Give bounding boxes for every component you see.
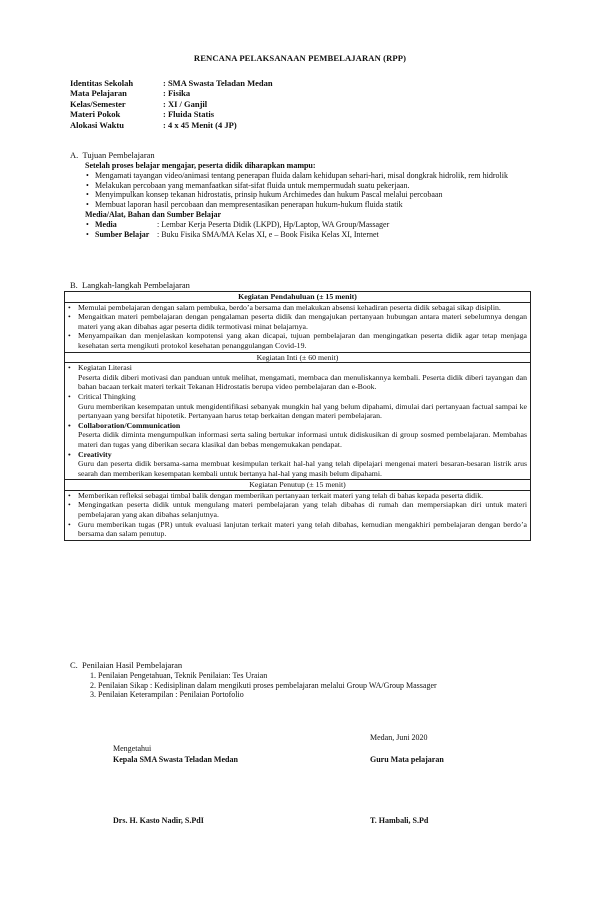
section-label: C. [70,660,78,670]
table-row [65,480,531,491]
section-a-heading [70,150,155,160]
assessment-section [70,661,437,700]
table-row [65,292,531,303]
media-key: • Media [95,219,117,229]
document-title: RENCANA PELAKSANAAN PEMBELAJARAN (RPP) [193,53,407,63]
table-row [65,363,531,480]
identity-key: Kelas/Semester [70,98,126,109]
media-value: : Lembar Kerja Peserta Didik (LKPD), Hp/Laptop, WA Group/Massager [157,219,390,229]
list-item: • Memulai pembelajaran dengan salam pembuka, berdo’a bersama dan melakukan absensi kehadiran peserta didik sebagai sikap disiplin. [68,303,527,313]
assessment-list [70,671,437,700]
inti-text: Guru memberikan kesempatan untuk mengidentifikasi sebanyak mungkin hal yang belum dipahami, dimulai dari pertanyaan factual sampai ke pertanyaan yang bersifat hipotetik. Pertanyaan harus tetap berkaitan dengan materi pembelajaran. [78,401,527,421]
section-title: Penilaian Hasil Pembelajaran [82,660,183,670]
table-row [65,352,531,363]
list-item: • Mengaitkan materi pembelajaran dengan pengalaman peserta didik dan mengajukan pertanyaan hubungan antara materi sebelumnya dengan materi yang akan dibahas agar peserta didik termotivasi minat belajarnya. [68,312,527,331]
identity-row [70,99,273,109]
list-item: • Membuat laporan hasil percobaan dan mempresentasikan penerapan hukum-hukum fluida statik [82,200,541,210]
identity-key: Materi Pokok [70,109,121,120]
inti-cell [65,363,531,480]
identity-row [70,109,273,119]
list-item: • Menyimpulkan konsep tekanan hidrostatis, prinsip hukum Archimedes dan hukum Pascal melalui percobaan [82,190,541,200]
learning-objectives [71,161,541,239]
table-row [65,490,531,540]
identity-value: : XI / Ganjil [163,98,208,109]
list-item: • Memberikan refleksi sebagai timbal balik dengan memberikan pertanyaan terkait materi yang telah di bahas kepada peserta didik. [68,491,527,501]
section-b-heading [70,280,190,290]
penutup-header: Kegiatan Penutup (± 15 menit) [65,480,531,491]
list-item: • Guru memberikan tugas (PR) untuk evaluasi lanjutan terkait materi yang telah dibahas, kemudian mengakhiri pembelajaran dengan berdo’a bersama dan salam penutup. [68,520,527,539]
section-label: B. [70,280,78,290]
section-c-heading [70,661,437,671]
penutup-cell [65,490,531,540]
identity-row [70,88,273,98]
table-row [65,302,531,352]
section-title: Langkah-langkah Pembelajaran [82,280,190,290]
principal-title: Kepala SMA Swasta Teladan Medan [113,755,238,764]
section-label: A. [70,150,79,160]
identity-value: : 4 x 45 Menit (4 JP) [163,119,237,130]
pendahuluan-header: Kegiatan Pendahuluan (± 15 menit) [65,292,531,303]
media-list [71,220,541,240]
identity-row [70,78,273,88]
inti-text: Peserta didik diminta mengumpulkan informasi serta saling bertukar informasi untuk didiskusikan di group sosmed pembelajaran. Membahas materi dan tugas yang diberikan secara klasikal dan bebas mengemukakan pendapat. [78,430,527,449]
identity-value: : Fluida Statis [163,109,215,120]
identity-value: : Fisika [163,88,191,99]
inti-header: Kegiatan Inti (± 60 menit) [65,352,531,363]
media-heading: Media/Alat, Bahan dan Sumber Belajar [85,209,222,219]
list-item: • Mengamati tayangan video/animasi tentang penerapan fluida dalam kehidupan sehari-hari, misal dongkrak hidrolik, rem hidrolik [82,171,541,181]
objectives-list [71,171,541,210]
mengetahui-label: Mengetahui [113,744,152,753]
list-item: • Menyampaikan dan menjelaskan kompotensi yang akan dicapai, tujuan pembelajaran dan mengingatkan peserta didik agar tetap menjaga kesehatan serta mengikuti protokol kesehatan penanggulangan Covid-19. [68,331,527,350]
identity-value: : SMA Swasta Teladan Medan [163,78,273,88]
teacher-title: Guru Mata pelajaran [370,755,444,764]
media-key: • Sumber Belajar [95,229,150,239]
inti-text: Guru dan peserta didik bersama-sama membuat kesimpulan terkait hal-hal yang telah dipelajari mengenai materi besaran-besaran listrik arus searah dan memberikan kesempatan kembali untuk bertanya hal-hal yang masih belum dipahami. [78,459,527,478]
learning-steps-table [64,291,531,541]
media-row [82,220,541,230]
section-title: Tujuan Pembelajaran [82,150,155,160]
identity-key: Alokasi Waktu [70,119,124,130]
media-row [82,230,541,240]
identity-key: Identitas Sekolah [70,78,134,88]
list-item: • Kegiatan Literasi [68,363,527,373]
list-item: • Collaboration/Communication [68,421,527,431]
list-item: 2. Penilaian Sikap : Kedisiplinan dalam mengikuti proses pembelajaran melalui Group WA/Group Massager [98,681,437,691]
identity-block [70,78,273,130]
pendahuluan-cell [65,302,531,352]
identity-row [70,120,273,130]
list-item: 3. Penilaian Keterampilan : Penilaian Portofolio [98,690,437,700]
principal-name: Drs. H. Kasto Nadir, S.PdI [113,816,204,825]
list-item: 1. Penilaian Pengetahuan, Teknik Penilaian: Tes Uraian [98,671,437,681]
objectives-intro: Setelah proses belajar mengajar, peserta didik diharapkan mampu: [85,161,316,170]
identity-key: Mata Pelajaran [70,88,127,99]
list-item: • Critical Thingking [68,392,527,402]
list-item: • Creativity [68,450,527,460]
place-date: Medan, Juni 2020 [370,733,428,742]
list-item: • Mengingatkan peserta didik untuk mengulang materi pembelajaran yang telah dibahas di rumah dan mempersiapkan diri untuk materi pembelajaran yang akan dibahas selanjutnya. [68,500,527,519]
teacher-name: T. Hambali, S.Pd [370,816,429,825]
inti-text: Peserta didik diberi motivasi dan panduan untuk melihat, mengamati, membaca dan menuliskannya kembali. Peserta didik diberi tayangan dan bahan bacaan terkait materi terkait Tekanan Hidrostatis berupa video pembelajaran dan e-Book. [78,372,527,392]
media-value: : Buku Fisika SMA/MA Kelas XI, e – Book Fisika Kelas XI, Internet [157,229,379,239]
list-item: • Melakukan percobaan yang memanfaatkan sifat-sifat fluida untuk mempermudah suatu pekerjaan. [82,181,541,191]
